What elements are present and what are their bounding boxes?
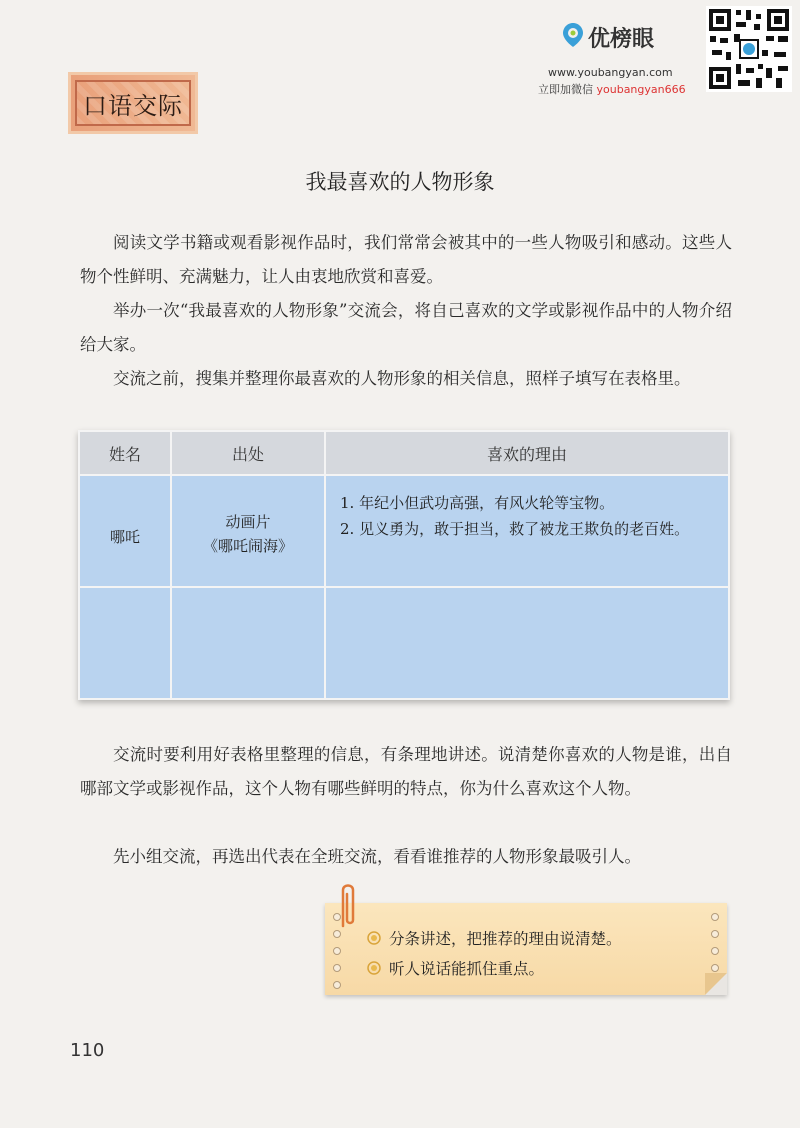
character-table [78,430,730,700]
note-binding-holes [711,913,719,998]
page-title: 我最喜欢的人物形象 [305,170,495,194]
circle-bullet-icon [367,961,381,975]
circle-bullet-icon [367,931,381,945]
brand-watermark [538,22,710,102]
table-row [79,475,729,587]
location-pin-icon [560,22,586,48]
source-type: 动画片 [225,513,271,531]
qr-code-icon [706,6,792,92]
table-row-empty [79,587,729,699]
paper-clip-icon [335,880,361,930]
brand-name: 优榜眼 [588,27,655,52]
brand-url: www.youbangyan.com [548,66,673,79]
reason-item: 2. 见义勇为，敢于担当，救了被龙王欺负的老百姓。 [340,520,690,538]
header-name: 姓名 [79,431,171,475]
cell-reasons [325,475,729,587]
cell-character-name: 哪吒 [79,475,171,587]
source-title: 《哪吒闹海》 [202,537,293,555]
tip-text: 听人说话能抓住重点。 [389,960,545,978]
page-number: 110 [70,1040,105,1061]
tip-item [367,927,622,949]
reason-item: 1. 年纪小但武功高强，有风火轮等宝物。 [340,494,615,512]
header-source: 出处 [171,431,325,475]
wechat-id: youbangyan666 [596,83,686,96]
intro-paragraph-2: 举办一次“我最喜欢的人物形象”交流会，将自己喜欢的文学或影视作品中的人物介绍给大家。 [80,301,732,354]
intro-paragraph-3: 交流之前，搜集并整理你最喜欢的人物形象的相关信息，照样子填写在表格里。 [113,369,691,388]
header-reason: 喜欢的理由 [325,431,729,475]
empty-cell [325,587,729,699]
intro-paragraph-1: 阅读文学书籍或观看影视作品时，我们常常会被其中的一些人物吸引和感动。这些人物个性鲜明、充满魅力，让人由衷地欣赏和喜爱。 [80,233,732,286]
empty-cell [171,587,325,699]
lesson-tag-label: 口语交际 [75,80,191,126]
empty-cell [79,587,171,699]
table-header-row [79,431,729,475]
cell-source [171,475,325,587]
tip-text: 分条讲述，把推荐的理由说清楚。 [389,930,622,948]
tip-item [367,957,544,979]
guidance-paragraph-2: 先小组交流，再选出代表在全班交流，看看谁推荐的人物形象最吸引人。 [113,847,641,866]
brand-wechat [538,81,686,97]
guidance-paragraph-1: 交流时要利用好表格里整理的信息，有条理地讲述。说清楚你喜欢的人物是谁，出自哪部文学或影视作品，这个人物有哪些鲜明的特点，你为什么喜欢这个人物。 [80,745,732,798]
tip-note [325,903,727,995]
wechat-prefix: 立即加微信 [538,83,593,96]
lesson-tag [68,72,198,134]
